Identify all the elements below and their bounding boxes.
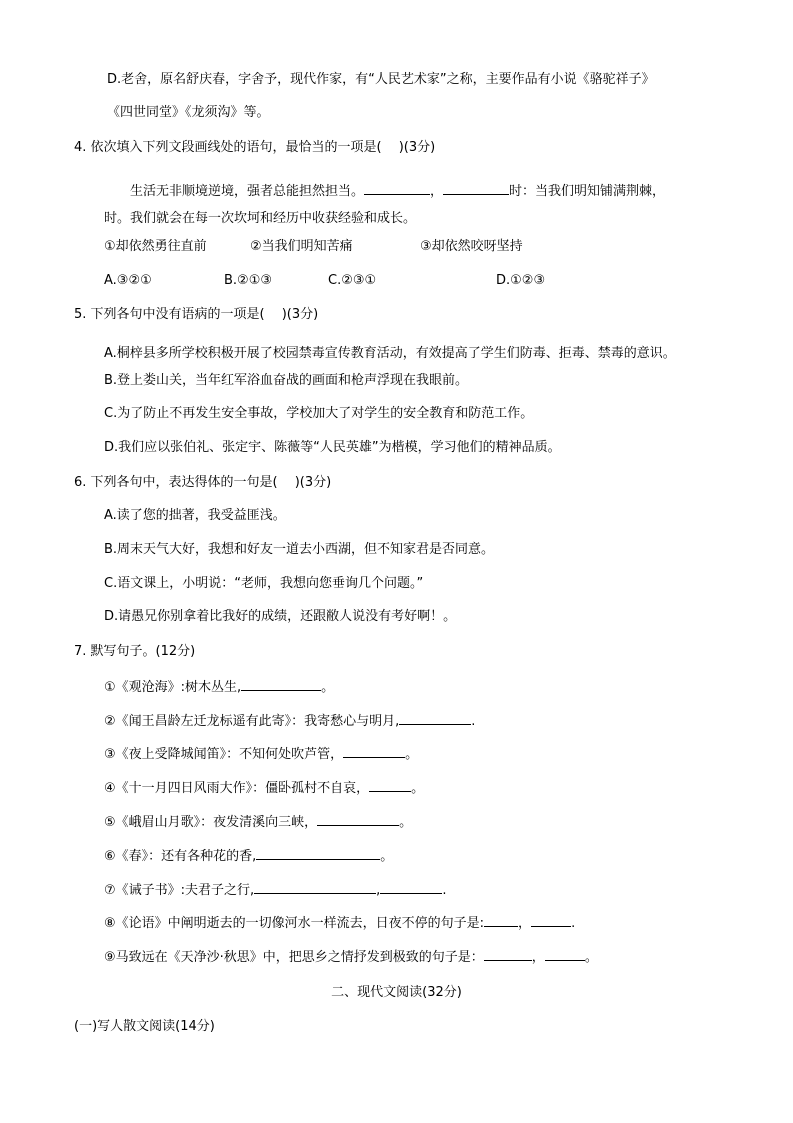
q7-blank-3 [343,744,405,758]
q7-blank-4 [369,778,411,792]
q6-option-b: B.周末天气大好，我想和好友一道去小西湖，但不知家君是否同意。 [104,542,495,557]
q7-stem: 7. 默写句子。(12分) [74,644,196,659]
q7-sentence-6: ⑥《春》：还有各种花的香, 。 [104,846,393,866]
q7-sentence-8: ⑧《论语》中阐明逝去的一切像河水一样流去，日夜不停的句子是: ， . [104,913,575,933]
q7-blank-9b [545,947,585,961]
q4-option-b: B.②①③ [224,273,273,288]
q6-option-a: A.读了您的拙著，我受益匪浅。 [104,508,286,523]
q3-option-d-line2: 《四世同堂》《龙须沟》等。 [107,105,270,120]
q5-option-d: D.我们应以张伯礼、张定宇、陈薇等“人民英雄”为楷模，学习他们的精神品质。 [104,440,561,455]
q7-sentence-9: ⑨马致远在《天净沙·秋思》中，把思乡之情抒发到极致的句子是： ， 。 [104,947,598,967]
q4-option-a: A.③②① [104,273,152,288]
q7-blank-7b [380,880,442,894]
q3-option-d-line1: D.老舍，原名舒庆春，字舍予，现代作家，有“人民艺术家”之称，主要作品有小说《骆驼祥子》 [107,72,655,87]
q4-stem: 4. 依次填入下列文段画线处的语句，最恰当的一项是( )(3分) [74,140,436,155]
q7-blank-1 [241,677,321,691]
q6-option-c: C.语文课上，小明说：“老师，我想向您垂询几个问题。” [104,576,424,591]
q4-item-1: ①却依然勇往直前 [104,239,207,254]
q7-sentence-2: ②《闻王昌龄左迁龙标遥有此寄》：我寄愁心与明月, . [104,711,475,731]
section2-subtitle-1: (一)写人散文阅读(14分) [74,1019,215,1034]
q7-blank-5 [317,812,399,826]
q4-blank-2 [443,181,509,195]
q5-stem: 5. 下列各句中没有语病的一项是( )(3分) [74,307,319,322]
q5-option-a: A.桐梓县多所学校积极开展了校园禁毒宣传教育活动，有效提高了学生们防毒、拒毒、禁毒的意识。 [104,346,676,361]
q4-blank-1 [364,181,430,195]
q7-blank-7a [254,880,376,894]
q6-option-d: D.请愚兄你别拿着比我好的成绩，还跟敝人说没有考好啊！。 [104,609,457,624]
q4-item-2: ②当我们明知苦痛 [250,239,353,254]
q7-sentence-5: ⑤《峨眉山月歌》：夜发清溪向三峡， 。 [104,812,412,832]
q7-sentence-1: ①《观沧海》:树木丛生, 。 [104,677,334,697]
q7-blank-8b [531,913,571,927]
q7-sentence-7: ⑦《诫子书》:夫君子之行, , . [104,880,446,900]
q7-blank-8a [484,913,518,927]
q5-option-c: C.为了防止不再发生安全事故，学校加大了对学生的安全教育和防范工作。 [104,406,534,421]
q4-item-3: ③却依然咬呀坚持 [420,239,523,254]
q7-blank-6 [256,846,380,860]
q7-sentence-3: ③《夜上受降城闻笛》：不知何处吹芦管， 。 [104,744,418,764]
q6-stem: 6. 下列各句中，表达得体的一句是( )(3分) [74,475,332,490]
q4-option-d: D.①②③ [496,273,546,288]
q4-option-c: C.②③① [328,273,377,288]
q7-blank-2 [399,711,471,725]
q7-sentence-4: ④《十一月四日风雨大作》：僵卧孤村不自哀， 。 [104,778,424,798]
q5-option-b: B.登上娄山关，当年红军浴血奋战的画面和枪声浮现在我眼前。 [104,373,469,388]
q7-blank-9a [484,947,532,961]
section2-title: 二、现代文阅读(32分) [331,985,462,1000]
q4-passage-line2: 时。我们就会在每一次坎坷和经历中收获经验和成长。 [104,211,417,226]
q4-passage-line1: 生活无非顺境逆境，强者总能担然担当。 ， 时：当我们明知铺满荆棘， [130,181,665,201]
